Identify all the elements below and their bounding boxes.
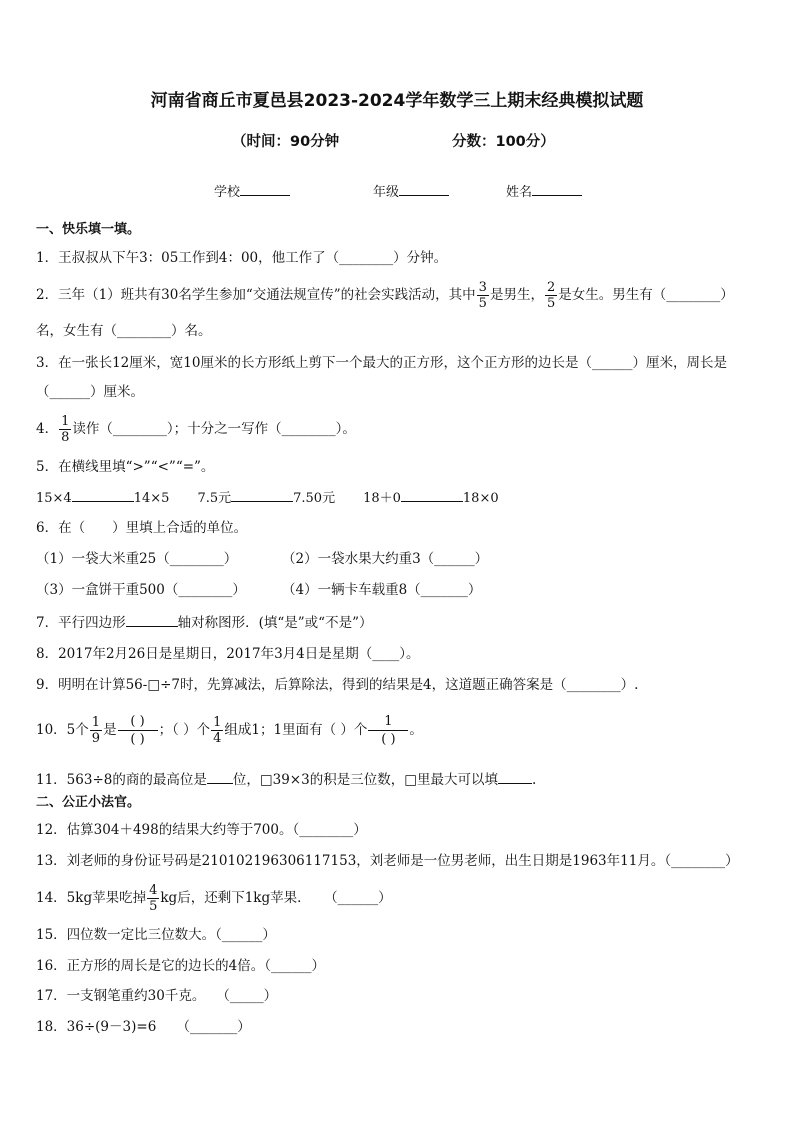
question-4 bbox=[36, 409, 356, 449]
q5-item-2-right: 7.50元 bbox=[293, 491, 336, 506]
blank-denominator[interactable]: ( ) bbox=[381, 732, 396, 747]
question-10 bbox=[36, 707, 423, 753]
grade-label: 年级 bbox=[373, 185, 400, 200]
question-14 bbox=[36, 878, 392, 918]
fraction-3-5 bbox=[477, 280, 489, 311]
fraction-numerator: 1 bbox=[368, 713, 408, 731]
question-17: 17．一支钢笔重约30千克。 （_____） bbox=[36, 988, 278, 1004]
question-3-line-2: （______）厘米。 bbox=[36, 384, 144, 400]
fraction-numerator: 1 bbox=[91, 715, 101, 730]
q4-number: 4． bbox=[36, 421, 59, 437]
fraction-numerator: 2 bbox=[546, 280, 556, 295]
fraction-denominator: 5 bbox=[149, 899, 158, 914]
grade-blank[interactable] bbox=[399, 182, 449, 196]
section-heading-1: 一、快乐填一填。 bbox=[36, 222, 141, 237]
q5-item-1-left: 15×4 bbox=[36, 491, 72, 506]
exam-time: （时间：90分钟 bbox=[232, 134, 340, 150]
blank-denominator[interactable]: ( ) bbox=[130, 732, 145, 747]
fraction-4-5 bbox=[147, 883, 159, 914]
q2-text-b: 是男生， bbox=[489, 287, 544, 303]
page-title: 河南省商丘市夏邑县2023-2024学年数学三上期末经典模拟试题 bbox=[150, 91, 644, 111]
q6-item-3: （3）一盒饼干重500（________） bbox=[36, 582, 246, 598]
fraction-denominator: 5 bbox=[546, 296, 556, 311]
question-18: 18．36÷(9－3)=6 （_______） bbox=[36, 1019, 251, 1035]
fraction-1-8 bbox=[59, 414, 71, 445]
unit-fraction-blank[interactable] bbox=[368, 713, 408, 748]
q11-text-a: 11．563÷8的商的最高位是 bbox=[36, 772, 207, 788]
q7-blank[interactable] bbox=[126, 613, 178, 627]
school-blank[interactable] bbox=[240, 182, 290, 196]
q6-item-2: （2）一袋水果大约重3（______） bbox=[282, 551, 489, 567]
q11-text-c: . bbox=[531, 772, 537, 788]
question-2 bbox=[36, 276, 734, 314]
q7-text-b: 轴对称图形．(填“是”或“不是”） bbox=[177, 615, 373, 631]
q11-blank-2[interactable] bbox=[498, 770, 532, 784]
fraction-1-9 bbox=[90, 715, 102, 746]
q5-blank-3[interactable] bbox=[401, 488, 463, 502]
question-3: 3．在一张长12厘米，宽10厘米的长方形纸上剪下一个最大的正方形，这个正方形的边长是（______）厘米，周长是 bbox=[36, 355, 727, 371]
section-heading-2: 二、公正小法官。 bbox=[36, 795, 141, 810]
fraction-numerator: 3 bbox=[478, 280, 487, 295]
q5-item-3-right: 18×0 bbox=[462, 491, 499, 506]
question-5: 5．在横线里填“>”“<”“=”。 bbox=[36, 459, 215, 475]
blank-fraction[interactable] bbox=[118, 713, 158, 748]
q10-text-e: 。 bbox=[409, 722, 423, 738]
fraction-1-4 bbox=[211, 715, 223, 746]
grade-field bbox=[373, 181, 449, 200]
q5-blank-1[interactable] bbox=[72, 488, 134, 502]
question-9: 9．明明在计算56-□÷7时，先算减法，后算除法，得到的结果是4，这道题正确答案是（________）. bbox=[36, 677, 639, 693]
q10-text-b: 是 bbox=[103, 722, 117, 738]
q10-text-d: 组成1；1里面有（ ）个 bbox=[224, 722, 368, 738]
q5-blank-2[interactable] bbox=[231, 488, 293, 502]
q10-text-a: 10．5个 bbox=[36, 722, 89, 738]
name-blank[interactable] bbox=[532, 182, 582, 196]
name-label: 姓名 bbox=[506, 185, 533, 200]
fraction-denominator: 4 bbox=[213, 731, 222, 746]
question-1: 1．王叔叔从下午3：05工作到4：00，他工作了（________）分钟。 bbox=[36, 250, 448, 266]
q14-text-a: 14．5kg苹果吃掉 bbox=[36, 890, 147, 906]
question-7 bbox=[36, 613, 372, 632]
q10-text-c: ；（ ）个 bbox=[158, 722, 211, 738]
question-2-line-2: 名，女生有（________）名。 bbox=[36, 323, 212, 339]
fraction-numerator: 1 bbox=[213, 715, 222, 730]
fraction-numerator: 1 bbox=[61, 414, 70, 429]
question-6: 6．在（ ）里填上合适的单位。 bbox=[36, 520, 248, 536]
q6-item-4: （4）一辆卡车载重8（_______） bbox=[282, 582, 482, 598]
fraction-2-5 bbox=[545, 280, 557, 311]
q2-text-a: 2．三年（1）班共有30名学生参加“交通法规宣传”的社会实践活动，其中 bbox=[36, 287, 476, 303]
question-13: 13．刘老师的身份证号码是210102196306117153，刘老师是一位男老师，出生日期是1963年11月。（________） bbox=[36, 853, 739, 869]
name-field bbox=[506, 181, 582, 200]
q5-item-2-left: 7.5元 bbox=[197, 491, 232, 506]
q7-text-a: 7．平行四边形 bbox=[36, 615, 126, 631]
q4-text: 读作（________）；十分之一写作（________）。 bbox=[72, 421, 356, 437]
question-5-items bbox=[36, 488, 499, 508]
school-field bbox=[214, 181, 290, 200]
fraction-denominator: 8 bbox=[61, 430, 70, 445]
fraction-denominator: 5 bbox=[478, 296, 487, 311]
q2-text-c: 是女生。男生有（________） bbox=[558, 287, 734, 303]
question-16: 16．正方形的周长是它的边长的4倍。（______） bbox=[36, 958, 326, 974]
q11-blank-1[interactable] bbox=[207, 770, 233, 784]
question-8: 8．2017年2月26日是星期日，2017年3月4日是星期（____）。 bbox=[36, 646, 420, 662]
q6-item-1: （1）一袋大米重25（________） bbox=[36, 551, 238, 567]
fraction-numerator: 4 bbox=[149, 883, 158, 898]
school-label: 学校 bbox=[214, 185, 241, 200]
question-15: 15．四位数一定比三位数大。（______） bbox=[36, 927, 276, 943]
q11-text-b: 位，□39×3的积是三位数，□里最大可以填 bbox=[232, 772, 498, 788]
q5-item-1-right: 14×5 bbox=[133, 491, 170, 506]
fraction-denominator: 9 bbox=[91, 731, 101, 746]
exam-score: 分数：100分） bbox=[452, 134, 555, 150]
question-12: 12．估算304＋498的结果大约等于700。（________） bbox=[36, 822, 367, 838]
q5-item-3-left: 18＋0 bbox=[363, 491, 401, 506]
question-11 bbox=[36, 770, 536, 789]
blank-numerator[interactable]: ( ) bbox=[118, 713, 158, 731]
q14-text-b: kg后，还剩下1kg苹果． （______） bbox=[160, 890, 392, 906]
